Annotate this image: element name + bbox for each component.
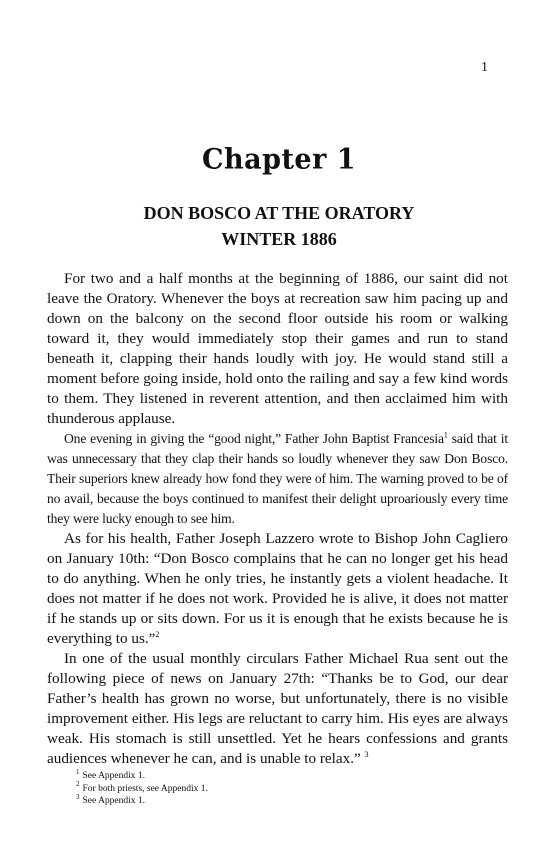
footnote-1-mark: 1 — [76, 767, 80, 776]
footnote-1 — [76, 767, 496, 783]
paragraph-2 — [47, 429, 508, 529]
footnote-3 — [76, 792, 496, 808]
page-number: 1 — [481, 60, 488, 75]
chapter-title-line-2: WINTER 1886 — [221, 229, 337, 249]
paragraph-3 — [47, 529, 508, 649]
chapter-heading: Chapter 1 — [201, 143, 357, 176]
paragraph-4-text: In one of the usual monthly circulars Father Michael Rua sent out the following piece of news on January 27th: “Thanks be to God, our dear Father’s health has grown no worse, but unfortunately, there is no visible improvement either. His legs are reluctant to carry him. His eyes are always weak. His stomach is still unsettled. Yet he hears confessions and grants audiences whenever he can, and is unable to relax.” — [47, 650, 508, 767]
footnote-3-text: See Appendix 1. — [82, 796, 146, 806]
footnote-1-text: See Appendix 1. — [82, 771, 146, 781]
chapter-title — [0, 200, 558, 252]
footnote-2-mark: 2 — [76, 780, 80, 789]
footnote-2-text: For both priests, see Appendix 1. — [82, 783, 208, 794]
paragraph-3-text: As for his health, Father Joseph Lazzero wrote to Bishop John Cagliero on January 10th: “Don Bosco complains that he can no longer get his head to do anything. When he only tries, he instantly gets a violent headache. It does not matter if he does not work. Provided he is alive, it does not matter if he stands up or sits down. For us it is enough that he exists because he is everything to us.” — [47, 530, 508, 647]
footnote-3-mark: 3 — [76, 792, 80, 801]
footnote-ref-2: 2 — [155, 629, 160, 639]
body-text — [47, 269, 508, 769]
paragraph-2-text-b: said that it was unnecessary that they clap their hands so loudly whenever they saw Don Bosco. Their superiors knew already how fond they were of him. The warning proved to be of no avail, because the boys continued to manifest their delight uproariously every time they were lucky enough to see him. — [47, 431, 508, 526]
footnote-2 — [76, 780, 496, 796]
paragraph-4 — [47, 649, 508, 769]
chapter-title-line-1: DON BOSCO AT THE ORATORY — [143, 203, 415, 223]
paragraph-2-text-a: One evening in giving the “good night,” Father John Baptist Francesia — [64, 431, 444, 446]
footnote-ref-1: 1 — [443, 430, 448, 440]
paragraph-1: For two and a half months at the beginning of 1886, our saint did not leave the Oratory. Whenever the boys at recreation saw him pacing up and down on the balcony on the second floor outside his room or walking toward it, they would immediately stop their games and run to stand beneath it, clapping their hands loudly with joy. He would stand still a moment before going inside, hold onto the railing and say a few kind words to them. They listened in reverent attention, and then acclaimed him with thunderous applause. — [47, 270, 508, 427]
footnote-ref-3: 3 — [364, 749, 369, 759]
footnotes — [76, 767, 496, 808]
